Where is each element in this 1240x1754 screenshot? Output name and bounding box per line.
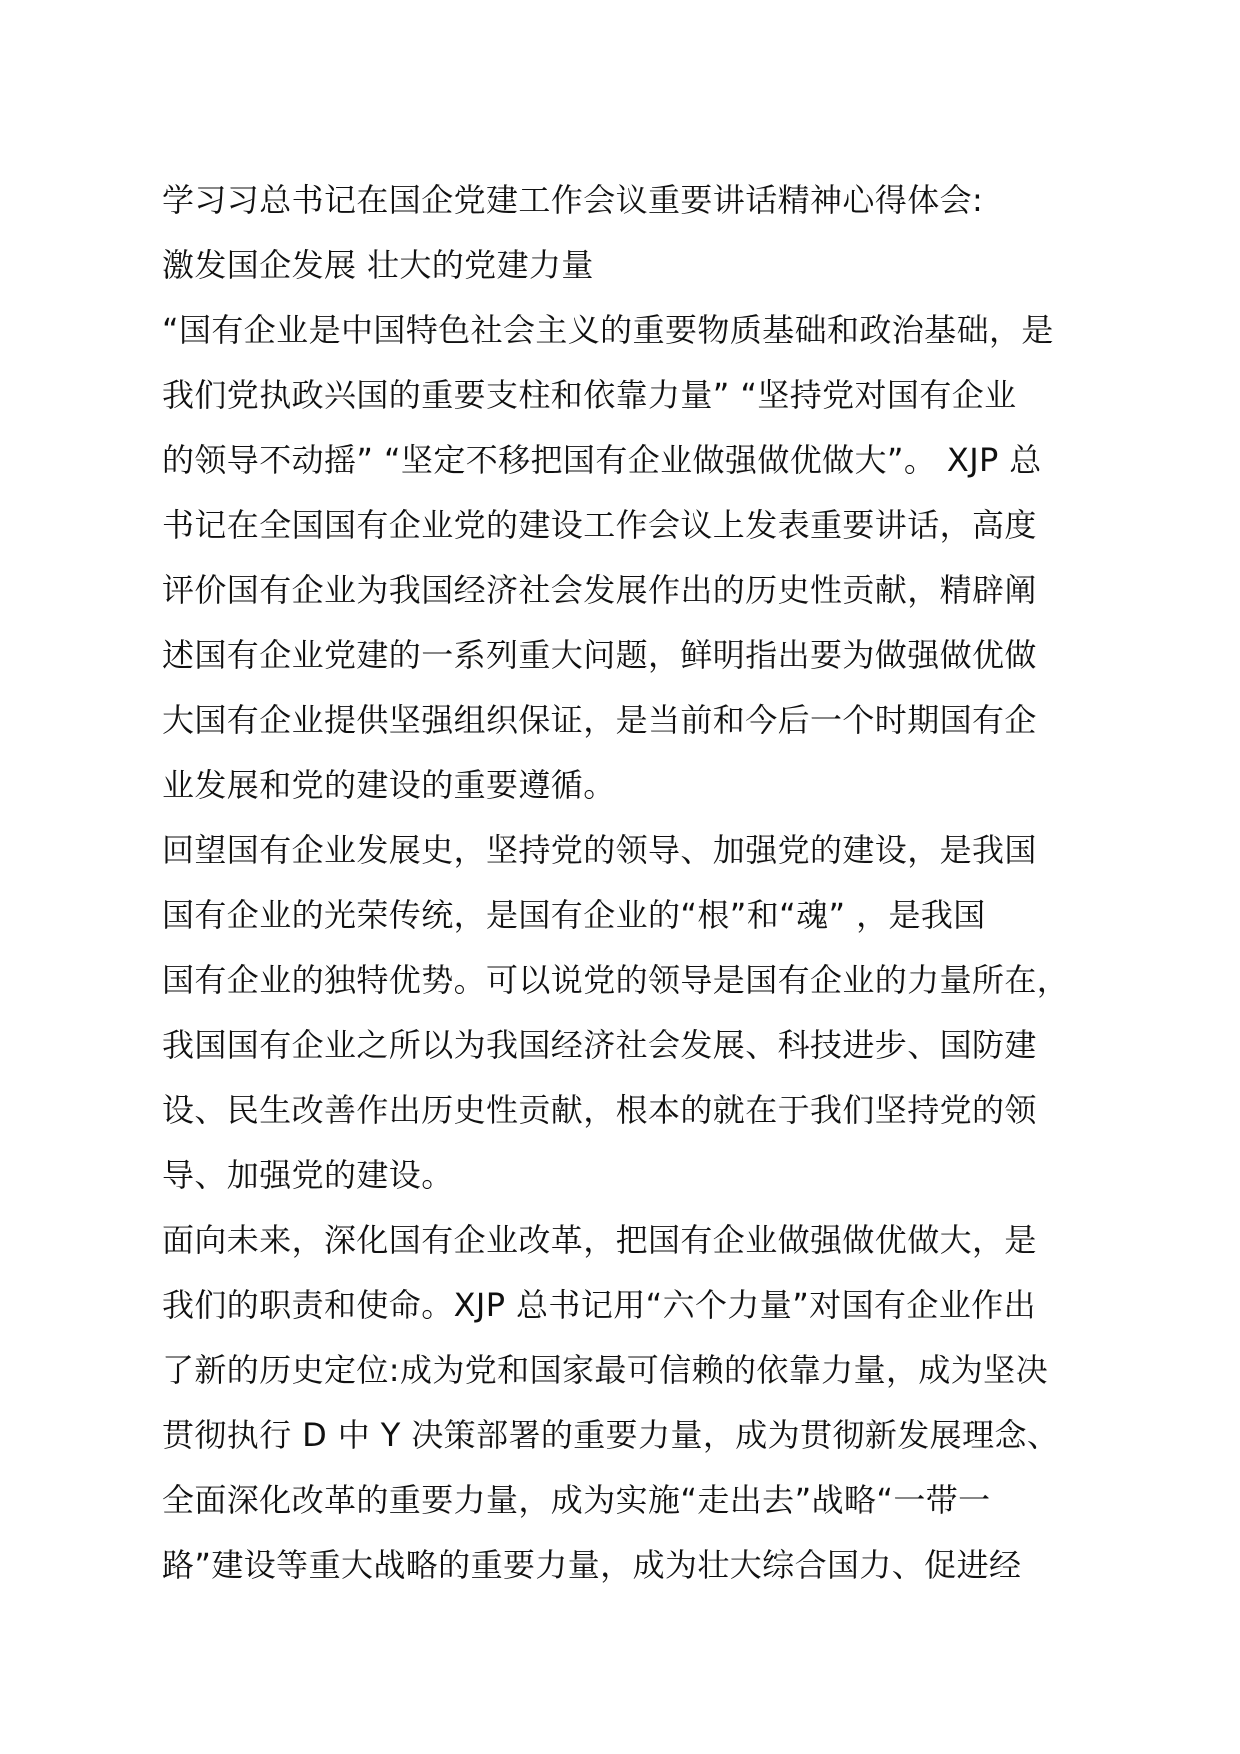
document-title — [162, 168, 1117, 298]
text-line: 回望国有企业发展史，坚持党的领导、加强党的建设，是我国 — [162, 831, 1037, 869]
text-line: 我们的职责和使命。XJP 总书记用“六个力量”对国有企业作出 — [162, 1286, 1036, 1324]
text-line: 书记在全国国有企业党的建设工作会议上发表重要讲话，高度 — [162, 506, 1037, 544]
text-line: 我国国有企业之所以为我国经济社会发展、科技进步、国防建 — [162, 1026, 1037, 1064]
text-line: 设、民生改善作出历史性贡献，根本的就在于我们坚持党的领 — [162, 1091, 1037, 1129]
text-line: 国有企业的独特优势。可以说党的领导是国有企业的力量所在， — [162, 961, 1070, 999]
text-line: 的领导不动摇” “坚定不移把国有企业做强做优做大”。 XJP 总 — [162, 441, 1042, 479]
text-line: 述国有企业党建的一系列重大问题，鲜明指出要为做强做优做 — [162, 636, 1037, 674]
text-line: 业发展和党的建设的重要遵循。 — [162, 766, 616, 804]
text-line: “国有企业是中国特色社会主义的重要物质基础和政治基础，是 — [162, 311, 1054, 349]
text-line: 面向未来，深化国有企业改革，把国有企业做强做优做大，是 — [162, 1221, 1037, 1259]
text-line: 国有企业的光荣传统，是国有企业的“根”和“魂” ，是我国 — [162, 896, 986, 934]
text-line: 了新的历史定位:成为党和国家最可信赖的依靠力量，成为坚决 — [162, 1351, 1048, 1389]
text-line: 导、加强党的建设。 — [162, 1156, 454, 1194]
text-line: 贯彻执行 D 中 Y 决策部署的重要力量，成为贯彻新发展理念、 — [162, 1416, 1060, 1454]
text-line: 大国有企业提供坚强组织保证，是当前和今后一个时期国有企 — [162, 701, 1037, 739]
subtitle-line: 激发国企发展 壮大的党建力量 — [162, 246, 594, 284]
text-line: 路”建设等重大战略的重要力量，成为壮大综合国力、促进经 — [162, 1546, 1022, 1584]
text-line: 我们党执政兴国的重要支柱和依靠力量” “坚持党对国有企业 — [162, 376, 1017, 414]
paragraph — [162, 298, 1117, 818]
paragraph — [162, 818, 1117, 1208]
document-body — [162, 168, 1117, 1598]
title-line: 学习习总书记在国企党建工作会议重要讲话精神心得体会: — [162, 181, 984, 219]
paragraph — [162, 1208, 1117, 1598]
text-line: 评价国有企业为我国经济社会发展作出的历史性贡献，精辟阐 — [162, 571, 1037, 609]
text-line: 全面深化改革的重要力量，成为实施“走出去”战略“一带一 — [162, 1481, 991, 1519]
